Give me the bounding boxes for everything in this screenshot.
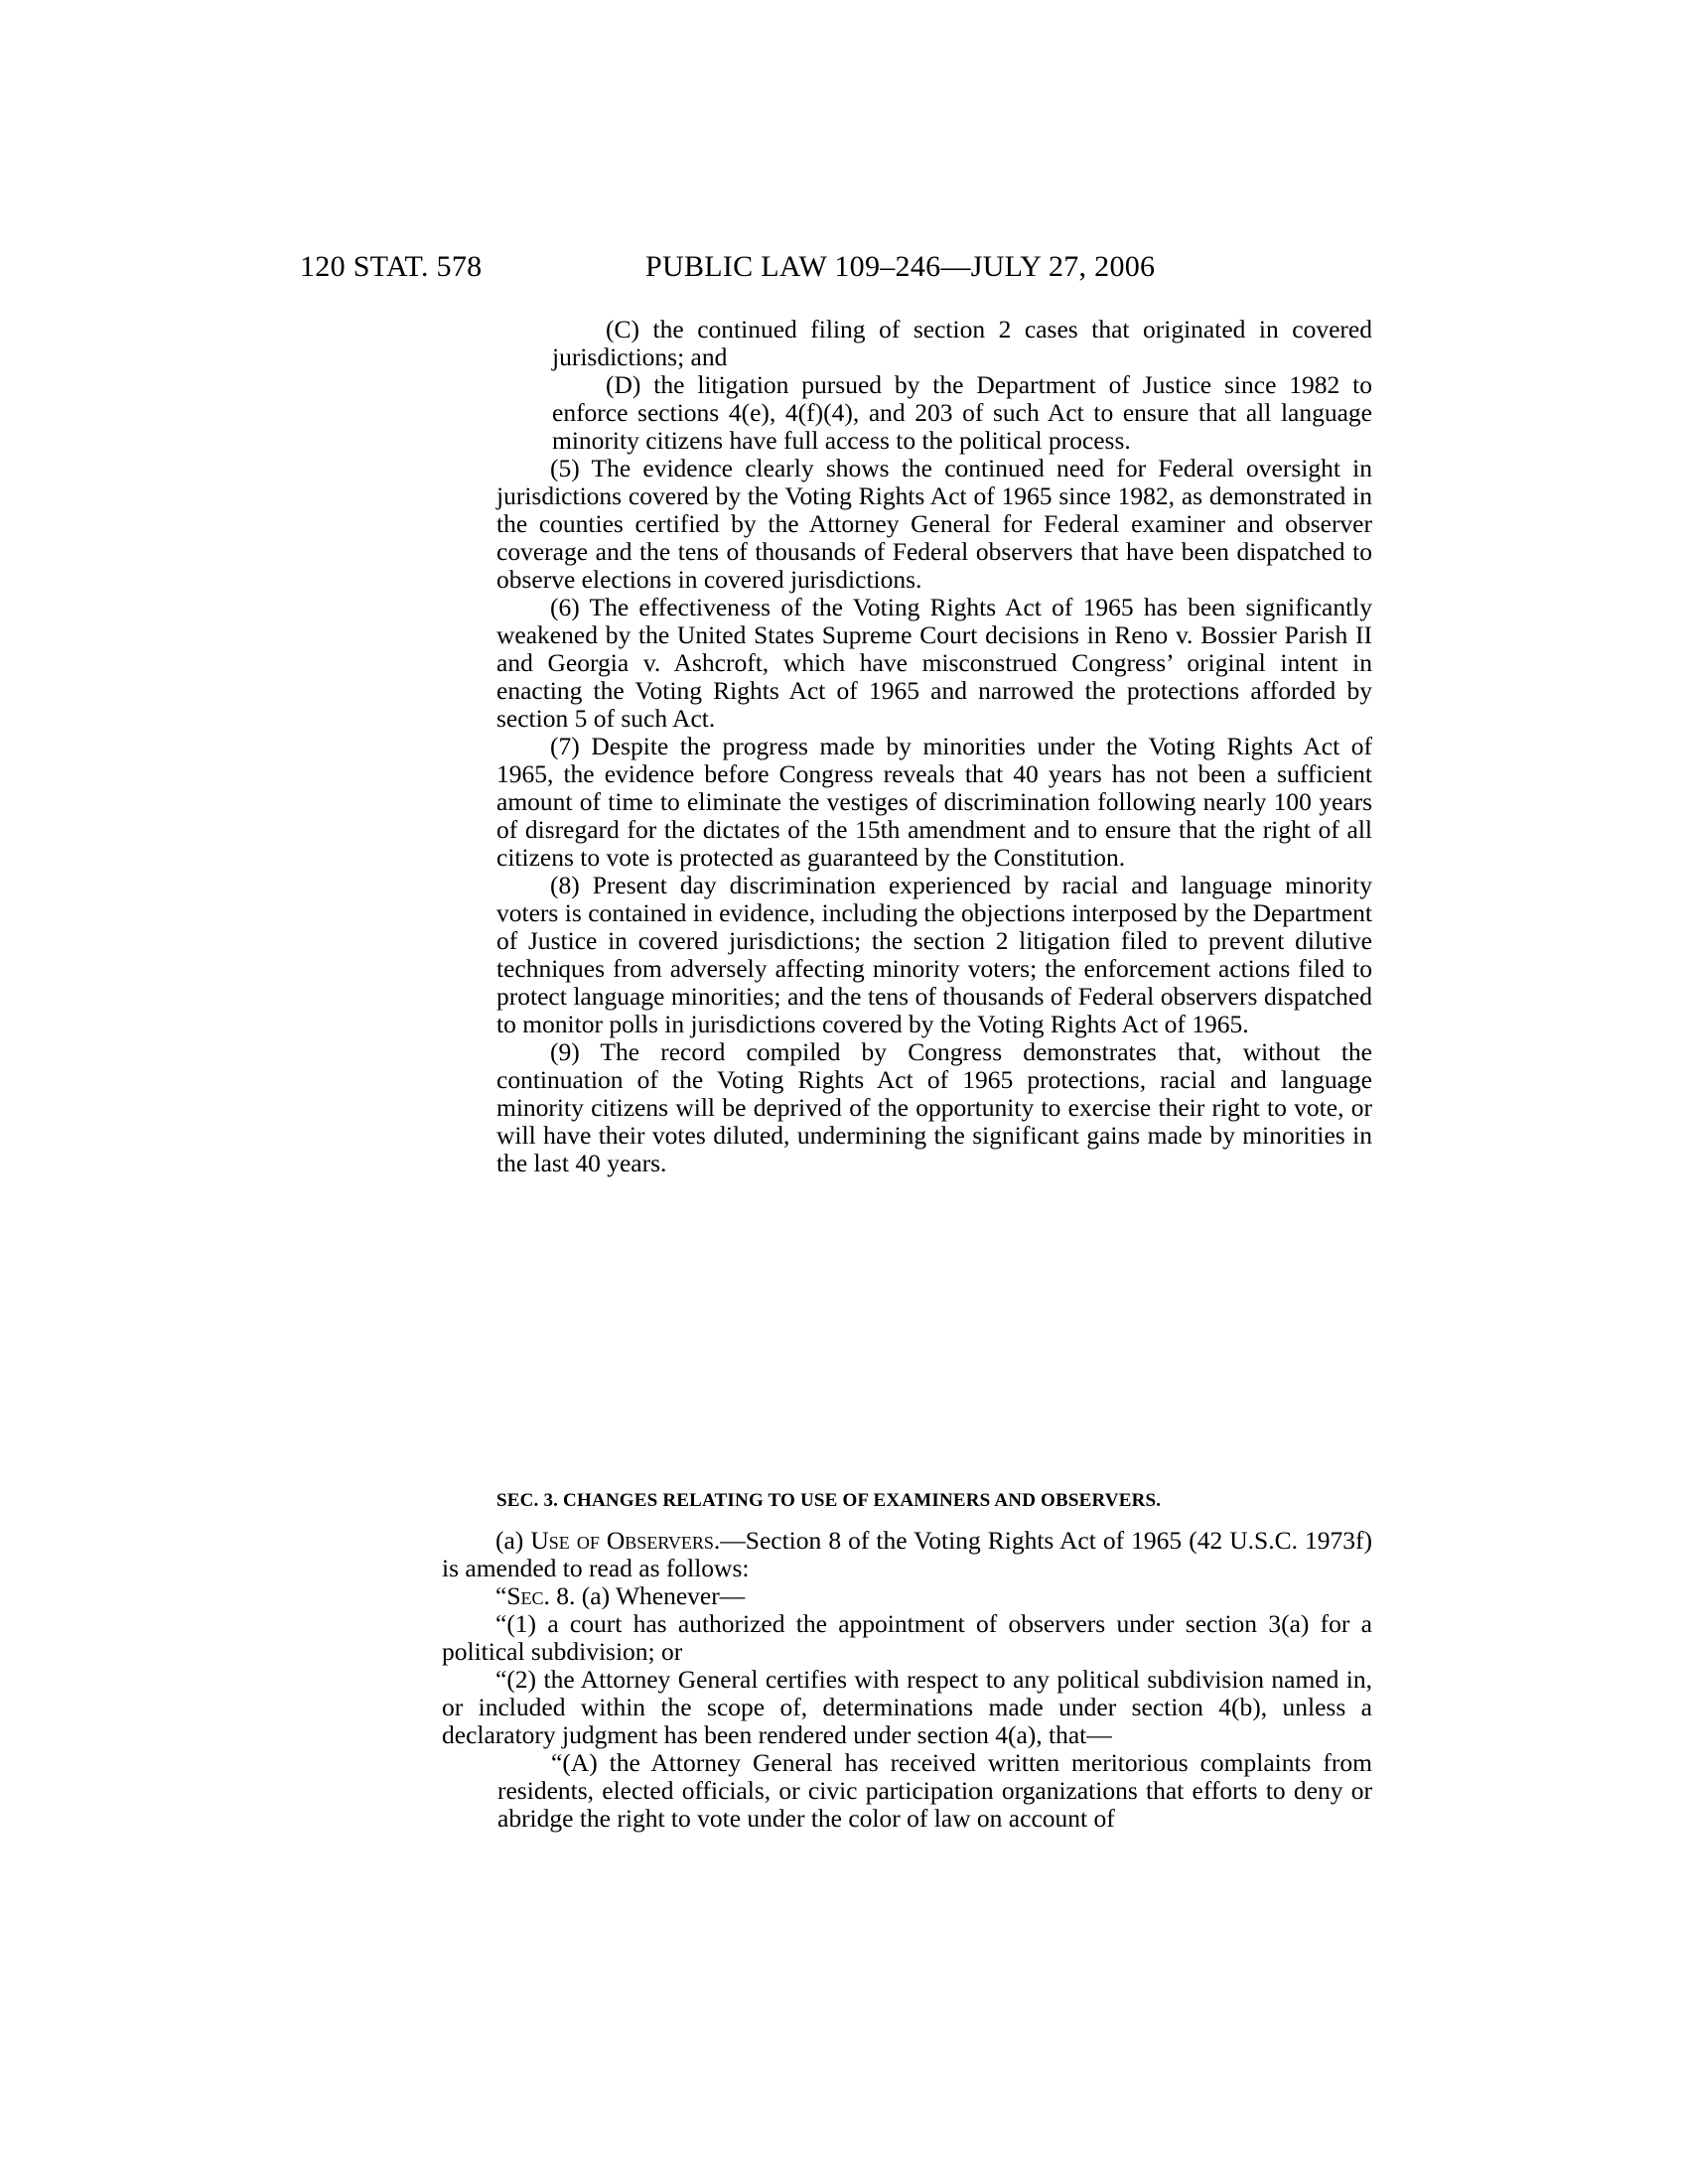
paragraph-c: (C) the continued filing of section 2 cases that originated in covered jurisdictions; and	[552, 315, 1372, 371]
paragraph-7: (7) Despite the progress made by minorities under the Voting Rights Act of 1965, the evidence before Congress reveals that 40 years has not been a sufficient amount of time to eliminate the vestiges of discrimination following nearly 100 years of disregard for the dictates of the 15th amendment and to ensure that the right of all citizens to vote is protected as guaranteed by the Constitution.	[496, 732, 1372, 872]
section-3-heading: SEC. 3. CHANGES RELATING TO USE OF EXAMINERS AND OBSERVERS.	[496, 1490, 1162, 1511]
section-8-open-quote: “	[495, 1581, 507, 1610]
section-3-body	[442, 1527, 1372, 1833]
section-8-text: . 8. (a) Whenever—	[543, 1581, 746, 1610]
paragraph-6: (6) The effectiveness of the Voting Rights Act of 1965 has been significantly weakened by the United States Supreme Court decisions in Reno v. Bossier Parish II and Georgia v. Ashcroft, which have misconstrued Congress’ original intent in enacting the Voting Rights Act of 1965 and narrowed the protections afforded by section 5 of such Act.	[496, 593, 1372, 733]
section-8-sec-label: Sec	[506, 1581, 544, 1610]
item-1: “(1) a court has authorized the appointment of observers under section 3(a) for a political subdivision; or	[442, 1609, 1372, 1666]
subsection-a-prefix: (a)	[495, 1526, 531, 1555]
paragraph-9: (9) The record compiled by Congress demonstrates that, without the continuation of the Voting Rights Act of 1965 protections, racial and language minority citizens will be deprived of the opportunity to exercise their right to vote, or will have their votes diluted, undermining the significant gains made by minorities in the last 40 years.	[496, 1037, 1372, 1177]
subsection-a-text: .—Section 8 of the Voting Rights Act of 1965 (42 U.S.C. 1973f) is amended to read as follows:	[442, 1526, 1373, 1582]
paragraph-5: (5) The evidence clearly shows the continued need for Federal oversight in jurisdictions covered by the Voting Rights Act of 1965 since 1982, as demonstrated in the counties certified by the Attorney General for Federal examiner and observer coverage and the tens of thousands of Federal observers that have been dispatched to observe elections in covered jurisdictions.	[496, 454, 1372, 594]
running-header-title: PUBLIC LAW 109–246—JULY 27, 2006	[645, 250, 1156, 283]
section-8-intro	[442, 1582, 1372, 1610]
paragraph-d: (D) the litigation pursued by the Department of Justice since 1982 to enforce sections 4(e), 4(f)(4), and 203 of such Act to ensure that all language minority citizens have full access to the political process.	[552, 370, 1372, 455]
item-a: “(A) the Attorney General has received written meritorious complaints from residents, elected officials, or civic participation organizations that efforts to deny or abridge the right to vote under the color of law on account of	[497, 1748, 1372, 1833]
statute-page-number: 120 STAT. 578	[300, 250, 483, 283]
item-2: “(2) the Attorney General certifies with respect to any political subdivision named in, or included within the scope of, determinations made under section 4(b), unless a declaratory judgment has been rendered under section 4(a), that—	[442, 1665, 1372, 1749]
findings-continuation	[496, 316, 1372, 1177]
subsection-a-caption: Use of Observers	[530, 1526, 714, 1555]
subsection-a	[442, 1527, 1372, 1582]
paragraph-8: (8) Present day discrimination experienced by racial and language minority voters is contained in evidence, including the objections interposed by the Department of Justice in covered jurisdictions; the section 2 litigation filed to prevent dilutive techniques from adversely affecting minority voters; the enforcement actions filed to protect language minorities; and the tens of thousands of Federal observers dispatched to monitor polls in jurisdictions covered by the Voting Rights Act of 1965.	[496, 871, 1372, 1038]
